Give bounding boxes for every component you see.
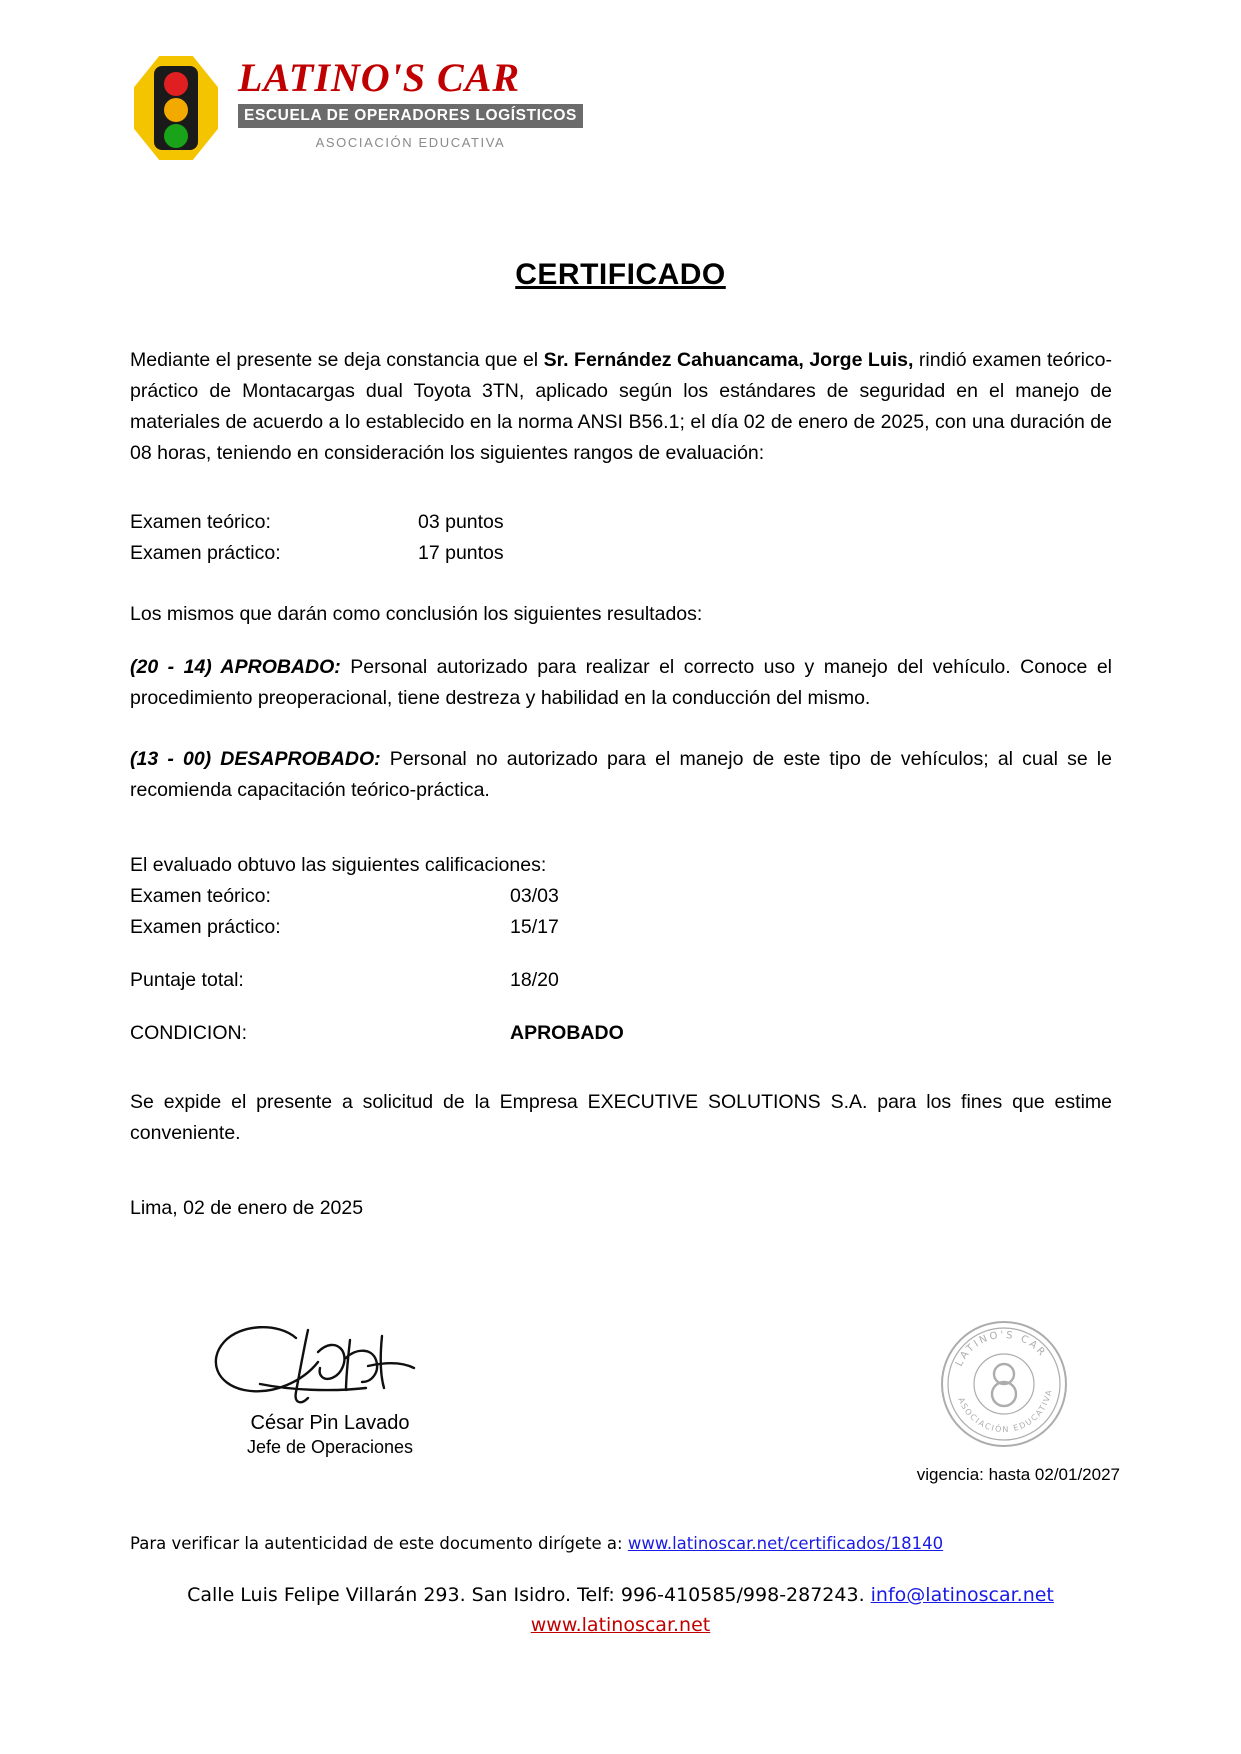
condition-row: [130, 1018, 1112, 1049]
result-approved-head: (20 - 14) APROBADO:: [130, 656, 341, 678]
verification-line: [130, 1534, 1130, 1553]
result-failed-text: Personal no autorizado para el manejo de este tipo de vehículos; al cual se le recomienda capacitación teórico-práctica.: [130, 748, 1112, 801]
person-name: Sr. Fernández Cahuancama, Jorge Luis,: [543, 349, 914, 371]
footer-address: Calle Luis Felipe Villarán 293. San Isidro. Telf: 996-410585/998-287243.: [187, 1584, 871, 1606]
logo-subtitle: ESCUELA DE OPERADORES LOGÍSTICOS: [238, 104, 583, 128]
certificate-body: [130, 345, 1112, 1224]
grade-label-practice: Examen práctico:: [130, 916, 281, 938]
intro-lead: Mediante el presente se deja constancia que el: [130, 349, 544, 371]
result-approved-paragraph: [130, 652, 1112, 714]
grade-row: [130, 912, 1112, 943]
intro-paragraph: [130, 345, 1112, 469]
grade-value-theory: 03/03: [510, 885, 559, 907]
signature-block: [130, 1318, 530, 1458]
range-value-theory: 03 puntos: [418, 511, 504, 533]
range-label-practice: Examen práctico:: [130, 542, 281, 564]
issued-paragraph: Se expide el presente a solicitud de la Empresa EXECUTIVE SOLUTIONS S.A. para los fines que estime conveniente.: [130, 1091, 1112, 1144]
page-title: CERTIFICADO: [515, 258, 726, 291]
result-approved-text: Personal autorizado para realizar el correcto uso y manejo del vehículo. Conoce el procedimiento preoperacional, tiene destreza y habilidad en la conducción del mismo.: [130, 656, 1112, 709]
grade-row: [130, 881, 1112, 912]
total-row: [130, 965, 1112, 996]
total-value: 18/20: [510, 969, 559, 991]
range-row: [130, 507, 1112, 538]
range-value-practice: 17 puntos: [418, 542, 504, 564]
range-row: [130, 538, 1112, 569]
footer-email-link[interactable]: info@latinoscar.net: [870, 1584, 1054, 1606]
svg-text:ASOCIACIÓN EDUCATIVA: ASOCIACIÓN EDUCATIVA: [956, 1388, 1054, 1435]
results-lead: Los mismos que darán como conclusión los siguientes resultados:: [130, 603, 703, 625]
logo-tagline: ASOCIACIÓN EDUCATIVA: [315, 135, 506, 150]
place-date: Lima, 02 de enero de 2025: [130, 1197, 364, 1219]
condition-label: CONDICION:: [130, 1022, 247, 1044]
verification-text: Para verificar la autenticidad de este documento dirígete a:: [130, 1534, 628, 1553]
intro-rest: rindió examen teórico-práctico de Montacargas dual Toyota 3TN, aplicado según los estándares de seguridad en el manejo de materiales de acuerdo a lo establecido en la norma ANSI B56.1; el día 02 de enero de 2025, con una duración de 08 horas, teniendo en consideración los siguientes rangos de evaluación:: [130, 349, 1112, 464]
footer-address-line: [0, 1580, 1241, 1610]
grade-value-practice: 15/17: [510, 916, 559, 938]
signer-role: Jefe de Operaciones: [246, 1437, 414, 1457]
validity-text: vigencia: hasta 02/01/2027: [916, 1465, 1120, 1484]
handwritten-signature-icon: [200, 1318, 460, 1410]
result-failed-paragraph: [130, 744, 1112, 806]
verification-link[interactable]: www.latinoscar.net/certificados/18140: [627, 1534, 944, 1553]
logo-brand-name: LATINO'S CAR: [238, 55, 521, 100]
official-stamp-icon: [938, 1318, 1070, 1450]
grades-lead: El evaluado obtuvo las siguientes calificaciones:: [130, 854, 547, 876]
condition-value: APROBADO: [510, 1022, 624, 1044]
footer-website-link[interactable]: www.latinoscar.net: [530, 1614, 711, 1636]
signer-name: César Pin Lavado: [250, 1412, 410, 1434]
result-failed-head: (13 - 00) DESAPROBADO:: [130, 748, 381, 770]
traffic-light-icon: [128, 52, 224, 164]
footer: [0, 1580, 1241, 1640]
company-logo: [128, 52, 583, 164]
svg-text:LATINO'S CAR: LATINO'S CAR: [953, 1329, 1049, 1369]
total-label: Puntaje total:: [130, 969, 244, 991]
grade-label-theory: Examen teórico:: [130, 885, 271, 907]
range-label-theory: Examen teórico:: [130, 511, 271, 533]
